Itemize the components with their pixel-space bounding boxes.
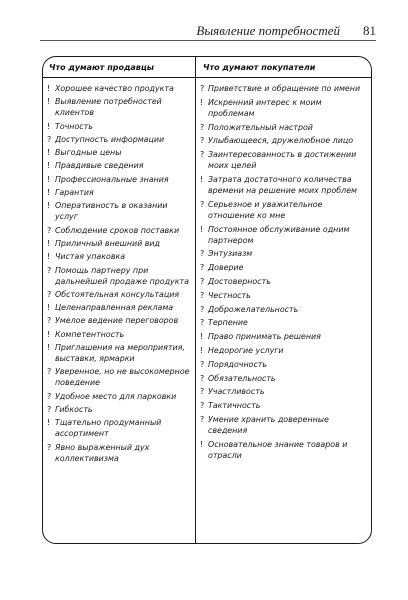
buyers-list-item xyxy=(200,276,368,287)
sellers-list-item xyxy=(47,417,191,439)
page-number: 81 xyxy=(363,23,376,38)
sellers-item-text: Правдивые сведения xyxy=(55,161,144,171)
sellers-list-item xyxy=(47,225,191,236)
question-mark: ? xyxy=(200,249,205,259)
exclamation-mark: ! xyxy=(200,439,204,449)
column-divider xyxy=(195,57,196,543)
sellers-list-item xyxy=(47,391,191,402)
buyers-item-text: Улыбающееся, дружелюбное лицо xyxy=(208,136,354,146)
exclamation-mark: ! xyxy=(47,303,51,313)
exclamation-mark: ! xyxy=(47,97,51,107)
buyers-list-item xyxy=(200,373,368,384)
sellers-list-item xyxy=(47,174,191,185)
question-mark: ? xyxy=(47,442,52,452)
running-title: Выявление потребностей xyxy=(196,23,340,38)
sellers-item-text: Целенаправленная реклама xyxy=(55,303,174,313)
buyers-list-item xyxy=(200,317,368,328)
sellers-item-text: Обстоятельная консультация xyxy=(55,289,180,299)
buyers-item-text: Приветствие и обращение по имени xyxy=(208,84,361,93)
buyers-item-text: Право принимать решения xyxy=(208,332,321,342)
question-mark: ? xyxy=(200,136,205,146)
sellers-item-text: Явно выраженный дух коллективизма xyxy=(55,442,150,463)
sellers-item-text: Доступность информации xyxy=(55,134,165,144)
exclamation-mark: ! xyxy=(47,161,51,171)
buyers-list-item xyxy=(200,331,368,342)
buyers-list-item xyxy=(200,304,368,315)
exclamation-mark: ! xyxy=(47,148,51,158)
buyers-item-text: Энтузиазм xyxy=(208,249,253,259)
sellers-item-text: Выявление потребностей клиентов xyxy=(55,97,162,118)
exclamation-mark: ! xyxy=(47,418,51,428)
exclamation-mark: ! xyxy=(47,238,51,248)
table-header-rule xyxy=(43,77,371,78)
header-rule xyxy=(40,40,376,41)
sellers-list-item xyxy=(47,160,191,171)
question-mark: ? xyxy=(47,404,52,414)
buyers-list-item xyxy=(200,135,368,146)
question-mark: ? xyxy=(200,150,205,160)
sellers-item-text: Выгодные цены xyxy=(55,148,122,158)
buyers-list-item xyxy=(200,83,368,94)
buyers-list-item xyxy=(200,400,368,411)
sellers-item-text: Гибкость xyxy=(55,404,93,414)
exclamation-mark: ! xyxy=(47,201,51,211)
buyers-item-text: Затрата достаточного количества времени на решение моих проблем xyxy=(208,174,358,195)
sellers-list-item xyxy=(47,200,191,222)
buyers-list-item xyxy=(200,97,368,119)
sellers-item-text: Оперативность в оказании услуг xyxy=(55,201,168,222)
sellers-list-item xyxy=(47,83,191,94)
question-mark: ? xyxy=(200,373,205,383)
sellers-list xyxy=(47,83,191,466)
buyers-list-item xyxy=(200,149,368,171)
exclamation-mark: ! xyxy=(200,332,204,342)
buyers-item-text: Участливость xyxy=(208,387,265,397)
buyers-list-item xyxy=(200,224,368,246)
buyers-list-item xyxy=(200,262,368,273)
question-mark: ? xyxy=(200,199,205,209)
question-mark: ? xyxy=(200,290,205,300)
sellers-item-text: Помощь партнеру при дальнейшей продаже продукта xyxy=(55,265,189,286)
sellers-item-text: Профессиональные знания xyxy=(55,174,169,184)
sellers-list-item xyxy=(47,366,191,388)
buyers-list-item xyxy=(200,345,368,356)
exclamation-mark: ! xyxy=(47,343,51,353)
sellers-list-item xyxy=(47,265,191,287)
question-mark: ? xyxy=(200,276,205,286)
comparison-table xyxy=(42,56,372,544)
question-mark: ? xyxy=(200,401,205,411)
sellers-list-item xyxy=(47,238,191,249)
sellers-list-item xyxy=(47,251,191,262)
sellers-list-item xyxy=(47,329,191,340)
sellers-list-item xyxy=(47,187,191,198)
exclamation-mark: ! xyxy=(47,174,51,184)
buyers-item-text: Положительный настрой xyxy=(208,122,313,132)
sellers-item-text: Приглашения на мероприятия, выставки, ярмарки xyxy=(55,343,185,364)
buyers-item-text: Достоверность xyxy=(208,276,271,286)
buyers-list-item xyxy=(200,290,368,301)
buyers-item-text: Обязательность xyxy=(208,373,276,383)
running-head xyxy=(40,6,376,40)
buyers-item-text: Доброжелательность xyxy=(208,304,299,314)
question-mark: ? xyxy=(200,359,205,369)
buyers-list-item xyxy=(200,439,368,461)
sellers-item-text: Приличный внешний вид xyxy=(55,238,160,248)
buyers-list-item xyxy=(200,414,368,436)
sellers-list-item xyxy=(47,96,191,118)
buyers-list-item xyxy=(200,122,368,133)
buyers-item-text: Порядочность xyxy=(208,359,268,369)
buyers-item-text: Умение хранить доверенные сведения xyxy=(208,414,329,435)
question-mark: ? xyxy=(47,367,52,377)
buyers-item-text: Честность xyxy=(208,290,251,300)
question-mark: ? xyxy=(200,84,205,93)
sellers-item-text: Тщательно продуманный ассортимент xyxy=(55,418,162,439)
buyers-item-text: Серьезное и уважительное отношение ко мне xyxy=(208,199,323,220)
buyers-item-text: Тактичность xyxy=(208,401,261,411)
sellers-column-heading: Что думают продавцы xyxy=(49,63,155,72)
sellers-item-text: Соблюдение сроков поставки xyxy=(55,225,180,235)
question-mark: ? xyxy=(200,318,205,328)
buyers-item-text: Недорогие услуги xyxy=(208,345,284,355)
buyers-list-item xyxy=(200,199,368,221)
buyers-item-text: Основательное знание товаров и отрасли xyxy=(208,439,348,460)
sellers-list-item xyxy=(47,442,191,464)
buyers-column-heading: Что думают покупатели xyxy=(203,63,316,72)
sellers-list-item xyxy=(47,315,191,326)
sellers-list-item xyxy=(47,404,191,415)
question-mark: ? xyxy=(200,122,205,132)
question-mark: ? xyxy=(200,387,205,397)
buyers-list-item xyxy=(200,248,368,259)
sellers-list-item xyxy=(47,289,191,300)
exclamation-mark: ! xyxy=(47,188,51,198)
exclamation-mark: ! xyxy=(47,252,51,262)
sellers-list-item xyxy=(47,147,191,158)
exclamation-mark: ! xyxy=(200,224,204,234)
exclamation-mark: ! xyxy=(200,97,204,107)
exclamation-mark: ! xyxy=(47,121,51,131)
sellers-item-text: Компетентность xyxy=(55,329,125,339)
question-mark: ? xyxy=(47,316,52,326)
question-mark: ? xyxy=(47,134,52,144)
question-mark: ? xyxy=(200,263,205,273)
buyers-list-item xyxy=(200,174,368,196)
buyers-list xyxy=(200,83,368,464)
sellers-item-text: Удобное место для парковки xyxy=(55,391,177,401)
sellers-item-text: Умелое ведение переговоров xyxy=(55,316,179,326)
sellers-item-text: Чистая упаковка xyxy=(55,252,126,262)
question-mark: ? xyxy=(47,265,52,275)
exclamation-mark: ! xyxy=(47,84,51,93)
exclamation-mark: ! xyxy=(200,174,204,184)
sellers-item-text: Точность xyxy=(55,121,93,131)
buyers-item-text: Заинтересованность в достижении моих целей xyxy=(208,150,357,171)
sellers-list-item xyxy=(47,302,191,313)
buyers-item-text: Терпение xyxy=(208,318,248,328)
exclamation-mark: ! xyxy=(200,345,204,355)
question-mark: ? xyxy=(200,304,205,314)
exclamation-mark: ! xyxy=(47,329,51,339)
question-mark: ? xyxy=(47,225,52,235)
question-mark: ? xyxy=(47,391,52,401)
sellers-list-item xyxy=(47,342,191,364)
buyers-item-text: Доверие xyxy=(208,263,244,273)
question-mark: ? xyxy=(200,414,205,424)
buyers-item-text: Искренний интерес к моим проблемам xyxy=(208,97,322,118)
buyers-list-item xyxy=(200,359,368,370)
question-mark: ? xyxy=(47,289,52,299)
sellers-list-item xyxy=(47,134,191,145)
sellers-item-text: Гарантия xyxy=(55,188,94,198)
buyers-item-text: Постоянное обслуживание одним партнером xyxy=(208,224,350,245)
sellers-item-text: Хорошее качество продукта xyxy=(55,84,174,93)
buyers-list-item xyxy=(200,386,368,397)
sellers-item-text: Уверенное, но не высокомерное поведение xyxy=(55,367,190,388)
sellers-list-item xyxy=(47,121,191,132)
